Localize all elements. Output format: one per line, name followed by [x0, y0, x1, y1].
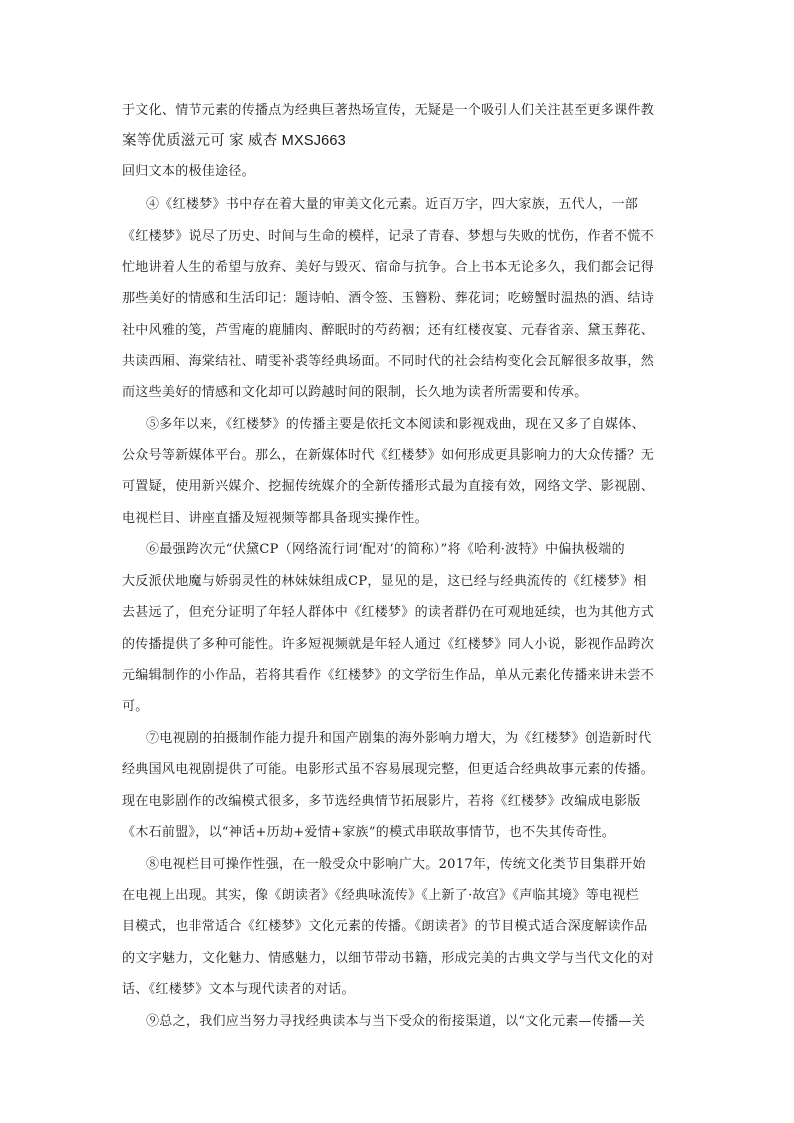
watermark-line: 案等优质滋元可 家 威杏 MXSJ663	[122, 133, 346, 149]
text-line: 《木石前盟》，以“神话+历劫+爱情+家族”的模式串联故事情节，也不失其传奇性。	[122, 825, 616, 840]
text-line: 目模式，也非常适合《红楼梦》文化元素的传播。《朗读者》的节目模式适合深度解读作品	[122, 919, 648, 934]
text-line: 经典国风电视剧提供了可能。电影形式虽不容易展现完整，但更适合经典故事元素的传播。	[122, 762, 655, 777]
text-line: 电视栏目、讲座直播及短视频等都具备现实操作性。	[122, 511, 428, 526]
paragraph-6-start: ⑥最强跨次元“伏黛CP（网络流行词‘配对’的简称）”将《哈利·波特》中偏执极端的	[146, 542, 625, 557]
text-line: 现在电影剧作的改编模式很多，多节选经典情节拓展影片，若将《红楼梦》改编成电影版	[122, 794, 641, 809]
text-line: 去甚远了，但充分证明了年轻人群体中《红楼梦》的读者群仍在可观地延续，也为其他方式	[122, 605, 655, 620]
text-line: 社中风雅的笺，芦雪庵的鹿脯肉、醉眠时的芍药裀；还有红楼夜宴、元春省亲、黛玉葬花、	[122, 323, 655, 338]
paragraph-5-start: ⑤多年以来，《红楼梦》的传播主要是依托文本阅读和影视戏曲，现在又多了自媒体、	[146, 417, 645, 432]
text-line: 共读西厢、海棠结社、晴雯补裘等经典场面。不同时代的社会结构变化会瓦解很多故事，然	[122, 354, 655, 369]
text-line: 而这些美好的情感和文化却可以跨越时间的限制，长久地为读者所需要和传承。	[122, 385, 588, 400]
text-line: 《红楼梦》说尽了历史、时间与生命的模样，记录了青春、梦想与失败的忧伤，作者不慌不	[122, 229, 655, 244]
text-line: 公众号等新媒体平台。那么，在新媒体时代《红楼梦》如何形成更具影响力的大众传播？无	[122, 448, 655, 463]
paragraph-9-start: ⑨总之，我们应当努力寻找经典读本与当下受众的衔接渠道，以“文化元素—传播—关	[146, 1014, 646, 1029]
paragraph-4-start: ④《红楼梦》书中存在着大量的审美文化元素。近百万字，四大家族，五代人，一部	[146, 197, 639, 212]
text-line: 忙地讲着人生的希望与放弃、美好与毁灭、宿命与抗争。合上书本无论多久，我们都会记得	[122, 260, 655, 275]
text-line: 大反派伏地魔与娇弱灵性的林妹妹组成CP，显见的是，这已经与经典流传的《红楼梦》相	[122, 574, 647, 589]
text-line: 话、《红楼梦》文本与现代读者的对话。	[122, 982, 355, 997]
text-line: 那些美好的情感和生活印记：题诗帕、酒令签、玉簪粉、葬花词；吃螃蟹时温热的酒、结诗	[122, 291, 655, 306]
paragraph-7-start: ⑦电视剧的拍摄制作能力提升和国产剧集的海外影响力增大，为《红楼梦》创造新时代	[146, 731, 652, 746]
text-line: 在电视上出现。其实，像《朗读者》《经典咏流传》《上新了·故宫》《声临其境》等电视栏	[122, 888, 639, 903]
text-line: 的文字魅力，文化魅力、情感魅力，以细节带动书籍，形成完美的古典文学与当代文化的对	[122, 951, 655, 966]
text-line: 可。	[122, 699, 149, 714]
text-line: 可置疑，使用新兴媒介、挖掘传统媒介的全新传播形式最为直接有效，网络文学、影视剧、	[122, 479, 655, 494]
paragraph-8-start: ⑧电视栏目可操作性强，在一般受众中影响广大。2017年，传统文化类节目集群开始	[146, 857, 646, 872]
text-line: 回归文本的极佳途径。	[122, 164, 256, 179]
text-line: 于文化、情节元素的传播点为经典巨著热场宣传，无疑是一个吸引人们关注甚至更多课件教	[122, 103, 655, 118]
text-line: 的传播提供了多种可能性。许多短视频就是年轻人通过《红楼梦》同人小说，影视作品跨次	[122, 637, 655, 652]
text-line: 元编辑制作的小作品，若将其看作《红楼梦》的文学衍生作品，单从元素化传播来讲未尝不	[122, 668, 655, 683]
